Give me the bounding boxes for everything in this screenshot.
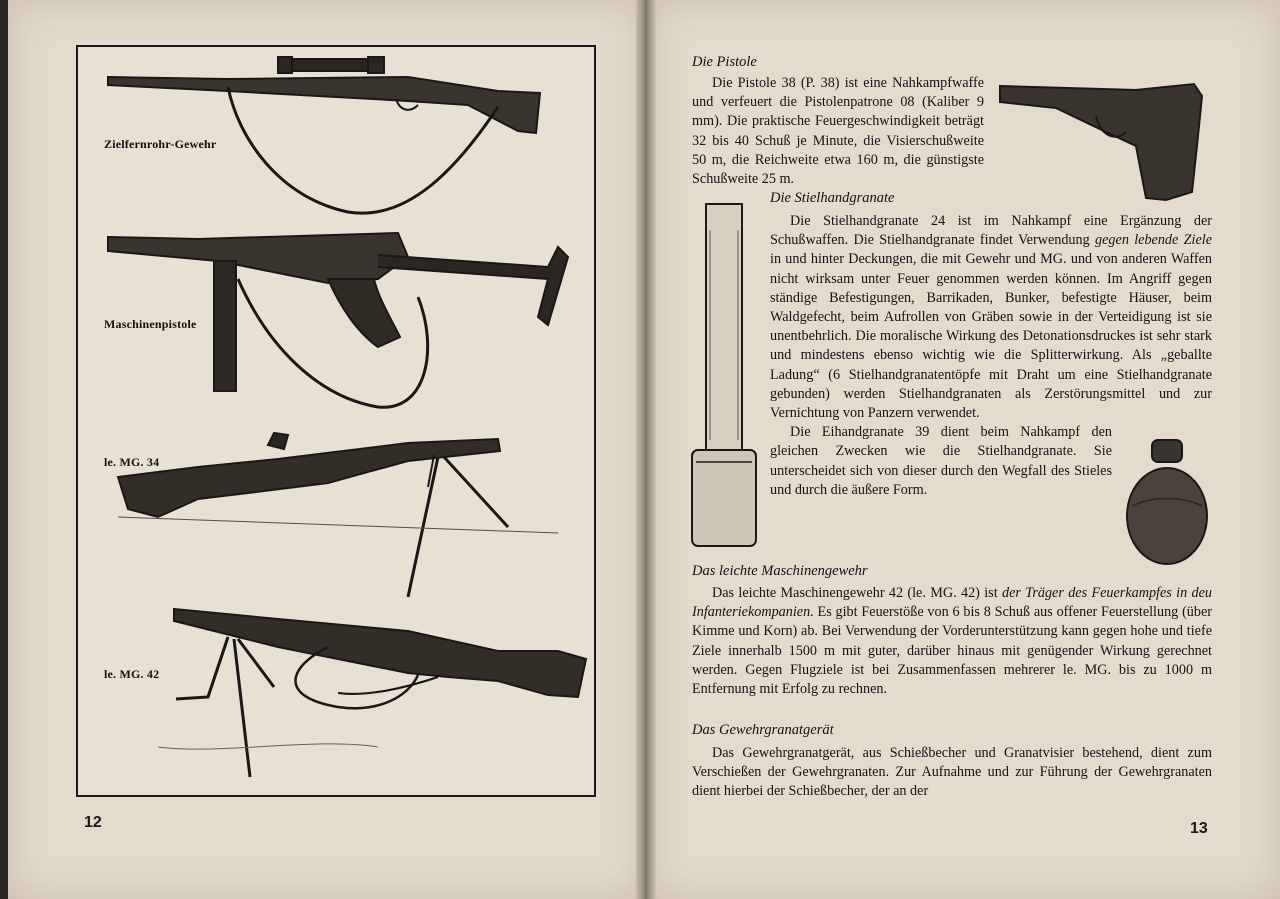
sniper-rifle-drawing [108, 57, 540, 213]
paragraph-pistol: Die Pistole 38 (P. 38) ist eine Nahkampfwaffe und verfeuert die Pistolenpatrone 08 (Kaliber 9 mm). Die praktische Feuergeschwindigkeit beträgt 32 bis 40 Schuß je Minute, die Visierschußweite 50 m, die Reichweite etwa 160 m, die günstigste Schußweite 25 m. [692, 75, 984, 188]
text-stick-grenade [770, 212, 1212, 500]
label-submachine-gun: Maschinenpistole [104, 317, 197, 331]
lmg-text-emphasis: der Träger des Feuerkampfes in deu Infanteriekompanien. [692, 585, 1212, 621]
paragraph-light-mg [692, 584, 1212, 699]
page-number-left: 12 [84, 814, 102, 831]
heading-light-mg: Das leichte Maschinengewehr [692, 563, 868, 579]
grenade-text-part1: Die Stielhandgranate 24 ist im Nahkampf eine Ergänzung der Schußwaffen. Die Stielhandgranate findet Verwendung [770, 213, 1212, 249]
grenade-text-part2: in und hinter Deckungen, die mit Gewehr und MG. und von anderen Waffen nicht wirksam unter Feuer genommen werden können. Im Angriff gegen ständige Befestigungen, Barrikaden, Bunker, befestigte Häuser, beim Waldgefecht, beim Aufrollen von Gräben sowie in der Verteidigung ist sie unentbehrlich. Die moralische Wirkung des Detonationsdruckes ist sehr stark und mindestens ebenso wichtig wie die Splitterwirkung. Als „geballte Ladung“ (6 Stielhandgranatentöpfe mit Draht um eine Stielhandgranate gebunden) werden Stielhandgranaten als Zerstörungsmittel und zur Vernichtung von Panzern verwendet. [770, 251, 1212, 422]
weapons-illustration [78, 47, 594, 795]
pistol-illustration [996, 76, 1208, 202]
text-pistol [692, 74, 984, 189]
lmg-text-part2: Es gibt Feuerstöße von 6 bis 8 Schuß aus offener Feuerstellung (über Kimme und Korn) ab. Bei Verwendung der Vorderunterstützung kann gegen hohe und tiefe Ziele innerhalb 1500 m mit guter, darüber hinaus mit genügender Wirkung gerechnet werden. Gegen Flugziele ist bei Zusammenfassen mehrerer le. MG. bis zu 1000 m Entfernung mit Erfolg zu rechnen. [692, 604, 1213, 698]
heading-stick-grenade: Die Stielhandgranate [770, 190, 895, 206]
stick-grenade-illustration [686, 200, 764, 552]
heading-rifle-grenade: Das Gewehrgranatgerät [692, 722, 834, 738]
mg42-drawing [158, 609, 586, 777]
book-gutter [636, 0, 656, 899]
label-mg42: le. MG. 42 [104, 667, 160, 681]
page-number-right: 13 [1190, 820, 1208, 837]
label-sniper-rifle: Zielfernrohr-Gewehr [104, 137, 217, 151]
label-mg34: le. MG. 34 [104, 455, 160, 469]
paragraph-rifle-grenade: Das Gewehrgranatgerät, aus Schießbecher und Granatvisier bestehend, dient zum Verschießen der Gewehrgranaten. Zur Aufnahme und zur Führung der Gewehrgranaten dient hierbei der Schießbecher, der an der [692, 745, 1212, 800]
heading-pistol: Die Pistole [692, 54, 757, 70]
paragraph-stick-grenade [770, 212, 1212, 423]
lmg-text-part1: Das leichte Maschinengewehr 42 (le. MG. 42) ist [712, 585, 998, 601]
mg34-drawing [118, 433, 558, 597]
paragraph-egg-grenade: Die Eihandgranate 39 dient beim Nahkampf den gleichen Zwecken wie die Stielhandgranate. Sie unterscheidet sich von dieser durch den Wegfall des Stieles und durch die äußere Form. [770, 424, 1112, 498]
text-rifle-grenade [692, 744, 1212, 802]
text-light-mg [692, 584, 1212, 699]
grenade-text-emphasis: gegen lebende Ziele [1095, 232, 1212, 249]
weapons-plate [76, 45, 596, 797]
